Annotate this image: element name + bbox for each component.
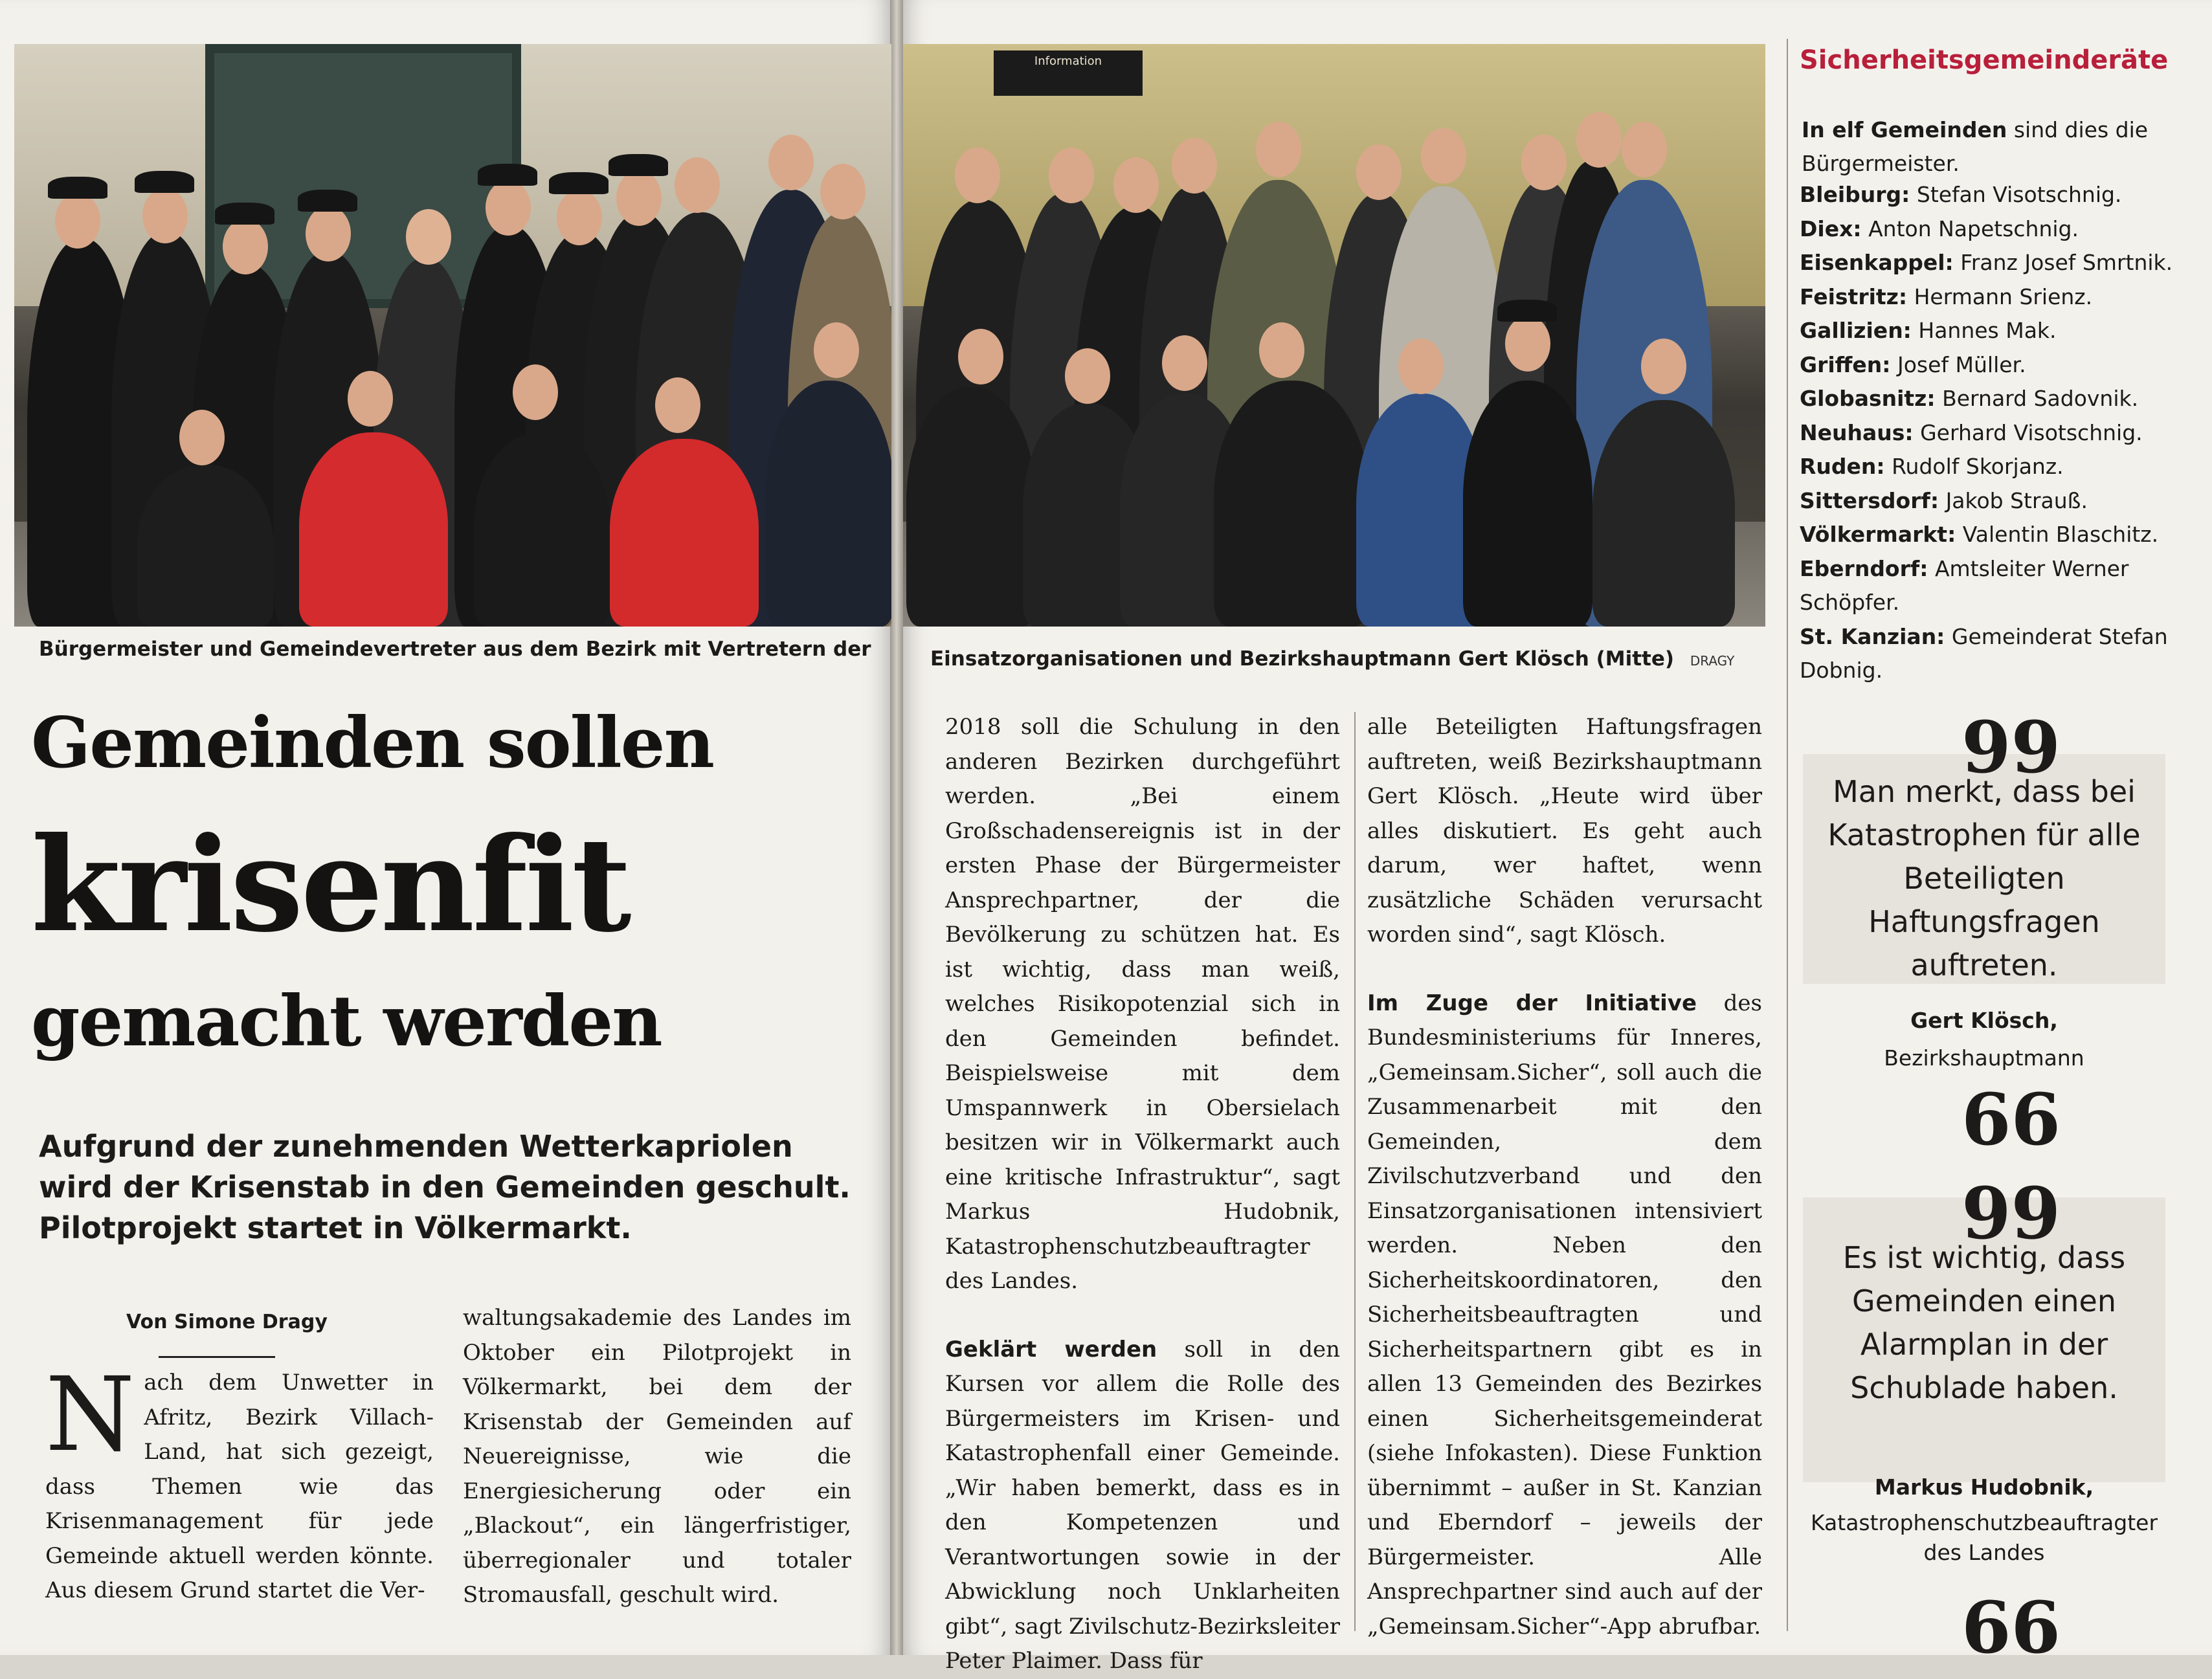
article-column-3 xyxy=(945,710,1340,1679)
infobox-item-place: Diex: xyxy=(1800,216,1862,241)
infobox-item-name: Gemeinderat Stefan Dobnig. xyxy=(1800,623,2168,683)
infobox-list xyxy=(1800,178,2201,688)
caption-right-text: Einsatzorganisationen und Bezirkshauptmann Gert Klösch (Mitte) xyxy=(930,647,1675,671)
infobox-item-name: Josef Müller. xyxy=(1897,351,2026,377)
article-paragraph: 2018 soll die Schulung in den anderen Bezirken durchgeführt werden. „Bei einem Großschadensereignis ist in der ersten Phase der Bürgermeister Ansprechpartner, der die Bevölkerung zu schützen hat. Es ist wichtig, dass man weiß, welches Risikopotenzial sich in den Gemeinden befindet. Beispielsweise mit dem Umspannwerk in Obersielach besitzen wir in Völkermarkt auch eine kritische Infrastruktur“, sagt Markus Hudobnik, Katastrophenschutzbeauftragter des Landes. xyxy=(945,714,1340,1294)
article-column-4 xyxy=(1367,710,1762,1644)
infobox-item xyxy=(1800,212,2201,247)
article-text: waltungsakademie des Landes im Oktober ein Pilotprojekt in Völkermarkt, bei dem der Krisenstab der Gemeinden auf Neuereignisse, wie die Energiesicherung oder ein „Blackout“, ein längerfristiger, überregionaler und totaler Stromausfall, geschult wird. xyxy=(463,1305,851,1608)
quote-author-name: Markus Hudobnik, xyxy=(1874,1474,2094,1500)
infobox-item-name: Jakob Strauß. xyxy=(1945,487,2088,513)
infobox-item-place: Neuhaus: xyxy=(1800,419,1914,445)
column-rule xyxy=(1787,39,1788,1631)
column-rule xyxy=(1354,712,1356,1631)
lead-paragraph: Aufgrund der zunehmenden Wetterkapriolen wird der Krisenstab in den Gemeinden geschult. Pilotprojekt startet in Völkermarkt. xyxy=(39,1129,851,1245)
group-photo-left xyxy=(14,44,891,627)
paragraph-lead-in: Geklärt werden xyxy=(945,1336,1157,1362)
paragraph-text: soll in den Kursen vor allem die Rolle des Bürgermeisters im Krisen- und Katastrophenfall einer Gemeinde. „Wir haben bemerkt, dass es in den Kompetenzen und Verantwortungen sowie in der Abwicklung noch Unklarheiten gibt“, sagt Zivilschutz-Bezirksleiter Peter Plaimer. Dass für xyxy=(945,1336,1341,1674)
group-photo-right xyxy=(903,44,1765,627)
infobox-item-place: Feistritz: xyxy=(1800,284,1908,309)
infobox-item xyxy=(1800,416,2201,450)
infobox-item-name: Amtsleiter Werner Schöpfer. xyxy=(1800,555,2129,615)
quote-author-role: Bezirkshauptmann xyxy=(1884,1045,2084,1071)
quote-close-mark: 66 xyxy=(1961,1586,2061,1669)
infobox-item-name: Gerhard Visotschnig. xyxy=(1920,419,2143,445)
infobox-intro-bold: In elf Gemeinden xyxy=(1802,117,2007,142)
quote-author-name: Gert Klösch, xyxy=(1910,1008,2058,1033)
infobox-item-place: Griffen: xyxy=(1800,351,1891,377)
infobox-item-place: Sittersdorf: xyxy=(1800,487,1939,513)
infobox-item-place: Eberndorf: xyxy=(1800,555,1928,581)
infobox-item-place: St. Kanzian: xyxy=(1800,623,1945,649)
quote-author-role: Katastrophenschutzbeauftragter des Landes xyxy=(1810,1510,2158,1565)
infobox-item xyxy=(1800,348,2201,383)
infobox-item-place: Eisenkappel: xyxy=(1800,250,1954,275)
page-gutter xyxy=(890,0,903,1655)
quote-text: Man merkt, dass bei Katastrophen für alle Beteiligten Haftungsfragen auftreten. xyxy=(1827,774,2141,983)
infobox-item xyxy=(1800,382,2201,416)
infobox-title: Sicherheitsgemeinderäte xyxy=(1800,45,2169,75)
infobox-item-name: Rudolf Skorjanz. xyxy=(1892,454,2064,479)
photo-caption-right xyxy=(930,647,1734,671)
byline-rule xyxy=(159,1356,275,1358)
infobox-item-place: Globasnitz: xyxy=(1800,386,1936,411)
headline-line-3: gemacht werden xyxy=(31,981,662,1062)
infobox-item-name: Franz Josef Smrtnik. xyxy=(1960,250,2173,275)
article-column-2 xyxy=(463,1301,851,1613)
photo-credit: DRAGY xyxy=(1690,653,1735,669)
infobox-item xyxy=(1800,450,2201,484)
infobox-item-name: Stefan Visotschnig. xyxy=(1916,182,2122,207)
quote-open-mark: 99 xyxy=(1961,1172,2061,1255)
quote-open-mark: 99 xyxy=(1961,706,2061,789)
infobox-intro-text: sind dies die Bürgermeister. xyxy=(1802,117,2149,176)
infobox-item-place: Ruden: xyxy=(1800,454,1885,479)
infobox-item-name: Anton Napetschnig. xyxy=(1868,216,2079,241)
article-paragraph xyxy=(945,1333,1340,1679)
infobox-item-name: Bernard Sadovnik. xyxy=(1942,386,2139,411)
infobox-item xyxy=(1800,178,2201,212)
drop-cap: N xyxy=(45,1355,135,1474)
quote-text: Es ist wichtig, dass Gemeinden einen Alarmplan in der Schublade haben. xyxy=(1842,1240,2126,1405)
information-sign-text: Information xyxy=(1034,54,1102,68)
byline: Von Simone Dragy xyxy=(126,1311,328,1333)
infobox-item xyxy=(1800,620,2201,688)
article-column-1 xyxy=(45,1355,434,1608)
information-sign xyxy=(994,50,1143,96)
photo-caption-left xyxy=(39,638,871,661)
caption-left-text: Bürgermeister und Gemeindevertreter aus dem Bezirk mit Vertretern der xyxy=(39,638,871,661)
infobox-item xyxy=(1800,314,2201,348)
infobox-item-place: Bleiburg: xyxy=(1800,182,1910,207)
paragraph-text: des Bundesministeriums für Inneres, „Gemeinsam.Sicher“, soll auch die Zusammenarbeit mit den Gemeinden, dem Zivilschutzverband und den Einsatzorganisationen intensiviert werden. Neben den Sicherheitskoordinatoren, den Sicherheitsbeauftragten und Sicherheitspartnern gibt es in allen 13 Gemeinden des Bezirkes einen Sicherheitsgemeinderat (siehe Infokasten). Diese Funktion übernimmt – außer in St. Kanzian und Eberndorf – jeweils der Bürgermeister. Alle Ansprechpartner sind auch auf der „Gemeinsam.Sicher“-App abrufbar. xyxy=(1367,990,1763,1640)
infobox-intro xyxy=(1802,113,2164,181)
infobox-item xyxy=(1800,280,2201,315)
infobox-item-name: Hermann Srienz. xyxy=(1914,284,2093,309)
infobox-item xyxy=(1800,552,2201,620)
infobox-item xyxy=(1800,246,2201,280)
infobox-item-name: Hannes Mak. xyxy=(1918,318,2057,343)
article-text: ach dem Unwetter in Afritz, Bezirk Villach-Land, hat sich gezeigt, dass Themen wie das Krisenmanagement für jede Gemeinde aktuell werden könnte. Aus diesem Grund startet die Ver- xyxy=(45,1370,434,1603)
infobox-item xyxy=(1800,484,2201,518)
infobox-item xyxy=(1800,518,2201,552)
infobox-item-place: Gallizien: xyxy=(1800,318,1912,343)
paragraph-lead-in: Im Zuge der Initiative xyxy=(1367,990,1697,1016)
infobox-item-place: Völkermarkt: xyxy=(1800,522,1956,547)
headline-line-1: Gemeinden sollen xyxy=(31,702,713,784)
quote-close-mark: 66 xyxy=(1961,1078,2061,1161)
article-paragraph xyxy=(1367,986,1762,1645)
infobox-item-name: Valentin Blaschitz. xyxy=(1962,522,2159,547)
article-paragraph: alle Beteiligten Haftungsfragen auftreten, weiß Bezirkshauptmann Gert Klösch. „Heute wird über alles diskutiert. Es geht auch darum, wer haftet, wenn zusätzliche Schäden verursacht worden sind“, sagt Klösch. xyxy=(1367,714,1762,948)
headline-line-2: krisenfit xyxy=(31,809,629,961)
